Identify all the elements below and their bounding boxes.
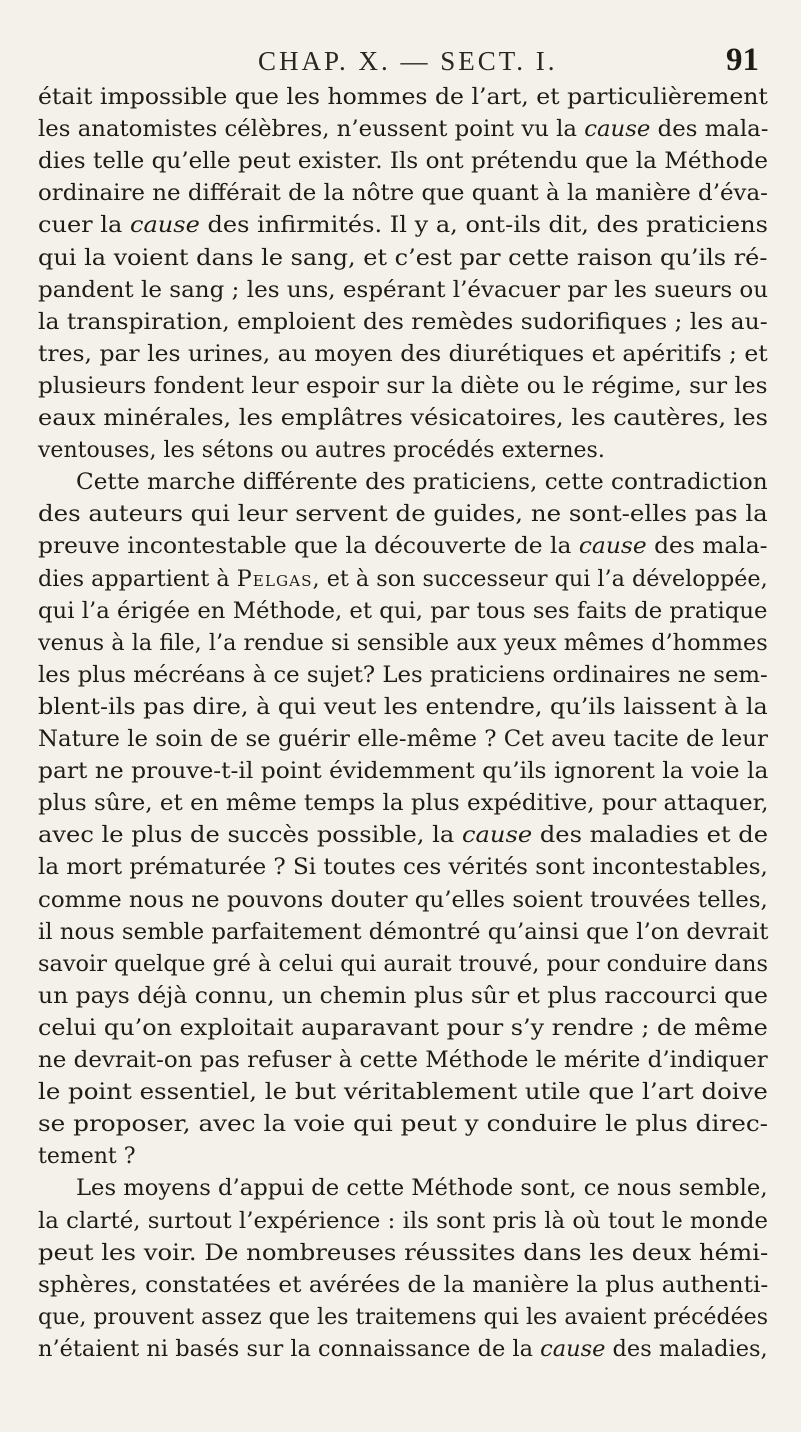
text-line xyxy=(38,919,768,947)
text-line xyxy=(38,790,768,818)
text-line xyxy=(38,501,768,529)
text-run: des mala- xyxy=(650,117,769,143)
text-run: qui la voient dans le sang, et c’est par cette raison qu’ils ré- xyxy=(38,245,768,271)
text-line xyxy=(38,854,768,882)
italic-term: cause xyxy=(578,534,647,560)
text-run: cuer la xyxy=(38,213,130,239)
text-run: la clarté, surtout l’expérience : ils sont pris là où tout le monde xyxy=(38,1208,768,1234)
text-run: tement ? xyxy=(38,1144,136,1170)
text-line xyxy=(38,437,605,465)
text-run: plus sûre, et en même temps la plus expéditive, pour attaquer, xyxy=(38,791,769,817)
page-number: 91 xyxy=(726,42,759,78)
text-run: celui qu’on exploitait auparavant pour s’y rendre ; de même xyxy=(38,1015,768,1041)
text-line xyxy=(38,309,768,337)
text-run: avec le plus de succès possible, la xyxy=(38,823,462,849)
text-run: qui l’a érigée en Méthode, et qui, par tous ses faits de pratique xyxy=(38,598,768,624)
text-line xyxy=(76,469,768,497)
text-line xyxy=(38,373,768,401)
text-run: des infirmités. Il y a, ont-ils dit, des praticiens xyxy=(199,213,768,239)
text-run: le point essentiel, le but véritablement utile que l’art doive xyxy=(38,1080,768,1106)
text-line xyxy=(38,405,768,433)
text-run: dies appartient à xyxy=(38,566,237,592)
text-run: part ne prouve-t-il point évidemment qu’ils ignorent la voie la xyxy=(38,759,769,785)
text-run: tres, par les urines, au moyen des diurétiques et apéritifs ; et xyxy=(38,341,768,367)
text-run: sphères, constatées et avérées de la manière la plus authenti- xyxy=(38,1272,769,1298)
text-line xyxy=(38,212,768,240)
text-run: les anatomistes célèbres, n’eussent point vu la xyxy=(38,117,585,143)
small-caps-name: Pelgas xyxy=(236,566,313,592)
text-line xyxy=(38,180,768,208)
text-run: que, prouvent assez que les traitemens qui les avaient précédées xyxy=(38,1304,769,1330)
text-line xyxy=(38,566,768,594)
running-head xyxy=(0,42,801,82)
text-run: des mala- xyxy=(646,534,768,560)
text-run: , et à son successeur qui l’a développée, xyxy=(312,566,768,592)
text-run: n’étaient ni basés sur la connaissance de la xyxy=(38,1336,541,1362)
text-line xyxy=(38,148,768,176)
text-line xyxy=(38,1079,768,1107)
text-run: blent-ils pas dire, à qui veut les entendre, qu’ils laissent à la xyxy=(38,694,768,720)
text-line xyxy=(38,245,767,273)
text-line xyxy=(76,1175,768,1203)
text-run: des maladies et de xyxy=(532,823,769,849)
text-run: la mort prématurée ? Si toutes ces vérités sont incontestables, xyxy=(38,855,768,881)
text-run: des maladies, xyxy=(605,1336,768,1362)
text-run: il nous semble parfaitement démontré qu’ainsi que l’on devrait xyxy=(38,919,769,945)
text-run: venus à la file, l’a rendue si sensible aux yeux mêmes d’hommes xyxy=(38,630,768,656)
text-run: preuve incontestable que la découverte de la xyxy=(38,534,579,560)
italic-term: cause xyxy=(540,1336,606,1362)
text-line xyxy=(38,951,768,979)
text-line xyxy=(38,598,768,626)
text-run: pandent le sang ; les uns, espérant l’évacuer par les sueurs ou xyxy=(38,277,769,303)
text-run: peut les voir. De nombreuses réussites dans les deux hémi- xyxy=(38,1240,769,1266)
text-run: un pays déjà connu, un chemin plus sûr et plus raccourci que xyxy=(38,983,769,1009)
text-line xyxy=(38,662,768,690)
text-line xyxy=(38,1240,768,1268)
text-run: eaux minérales, les emplâtres vésicatoires, les cautères, les xyxy=(38,406,768,431)
text-line xyxy=(38,1208,768,1236)
text-line xyxy=(38,1272,768,1300)
text-run: ne devrait-on pas refuser à cette Méthode le mérite d’indiquer xyxy=(38,1048,768,1073)
text-line xyxy=(38,533,768,561)
text-run: était impossible que les hommes de l’art, et particulièrement xyxy=(38,85,768,110)
text-line xyxy=(38,694,768,722)
text-run: ventouses, les sétons ou autres procédés externes. xyxy=(38,438,605,464)
text-run: dies telle qu’elle peut exister. Ils ont prétendu que la Méthode xyxy=(38,149,768,175)
text-run: se proposer, avec la voie qui peut y conduire le plus direc- xyxy=(38,1112,769,1138)
text-run: ordinaire ne différait de la nôtre que quant à la manière d’éva- xyxy=(38,181,768,207)
italic-term: cause xyxy=(584,117,651,143)
text-line xyxy=(38,1047,768,1075)
text-run: les plus mécréans à ce sujet? Les praticiens ordinaires ne sem- xyxy=(38,662,768,688)
text-line xyxy=(38,1143,136,1171)
text-run: Cette marche différente des praticiens, cette contradiction xyxy=(76,470,768,496)
text-line xyxy=(38,822,768,850)
text-run: Les moyens d’appui de cette Méthode sont, ce nous semble, xyxy=(76,1176,768,1202)
italic-term: cause xyxy=(129,213,200,239)
text-line xyxy=(38,630,768,658)
text-run: des auteurs qui leur servent de guides, ne sont-elles pas la xyxy=(38,502,768,528)
text-line xyxy=(38,341,768,369)
text-run: la transpiration, emploient des remèdes sudorifiques ; les au- xyxy=(38,309,768,335)
text-run: Nature le soin de se guérir elle-même ? Cet aveu tacite de leur xyxy=(38,727,768,752)
text-run: plusieurs fondent leur espoir sur la diète ou le régime, sur les xyxy=(38,373,768,399)
text-line xyxy=(38,1304,768,1332)
text-line xyxy=(38,887,768,915)
text-line xyxy=(38,758,768,786)
italic-term: cause xyxy=(461,823,533,849)
text-run: comme nous ne pouvons douter qu’elles soient trouvées telles, xyxy=(38,887,768,913)
text-run: savoir quelque gré à celui qui aurait trouvé, pour conduire dans xyxy=(38,951,768,977)
text-line xyxy=(38,1336,768,1364)
text-line xyxy=(38,1111,768,1139)
text-line xyxy=(38,277,768,305)
text-line xyxy=(38,1015,768,1043)
text-line xyxy=(38,116,768,144)
text-line xyxy=(38,84,768,112)
chapter-section-heading: CHAP. X. — SECT. I. xyxy=(258,46,558,76)
text-line xyxy=(38,726,768,754)
text-line xyxy=(38,983,768,1011)
